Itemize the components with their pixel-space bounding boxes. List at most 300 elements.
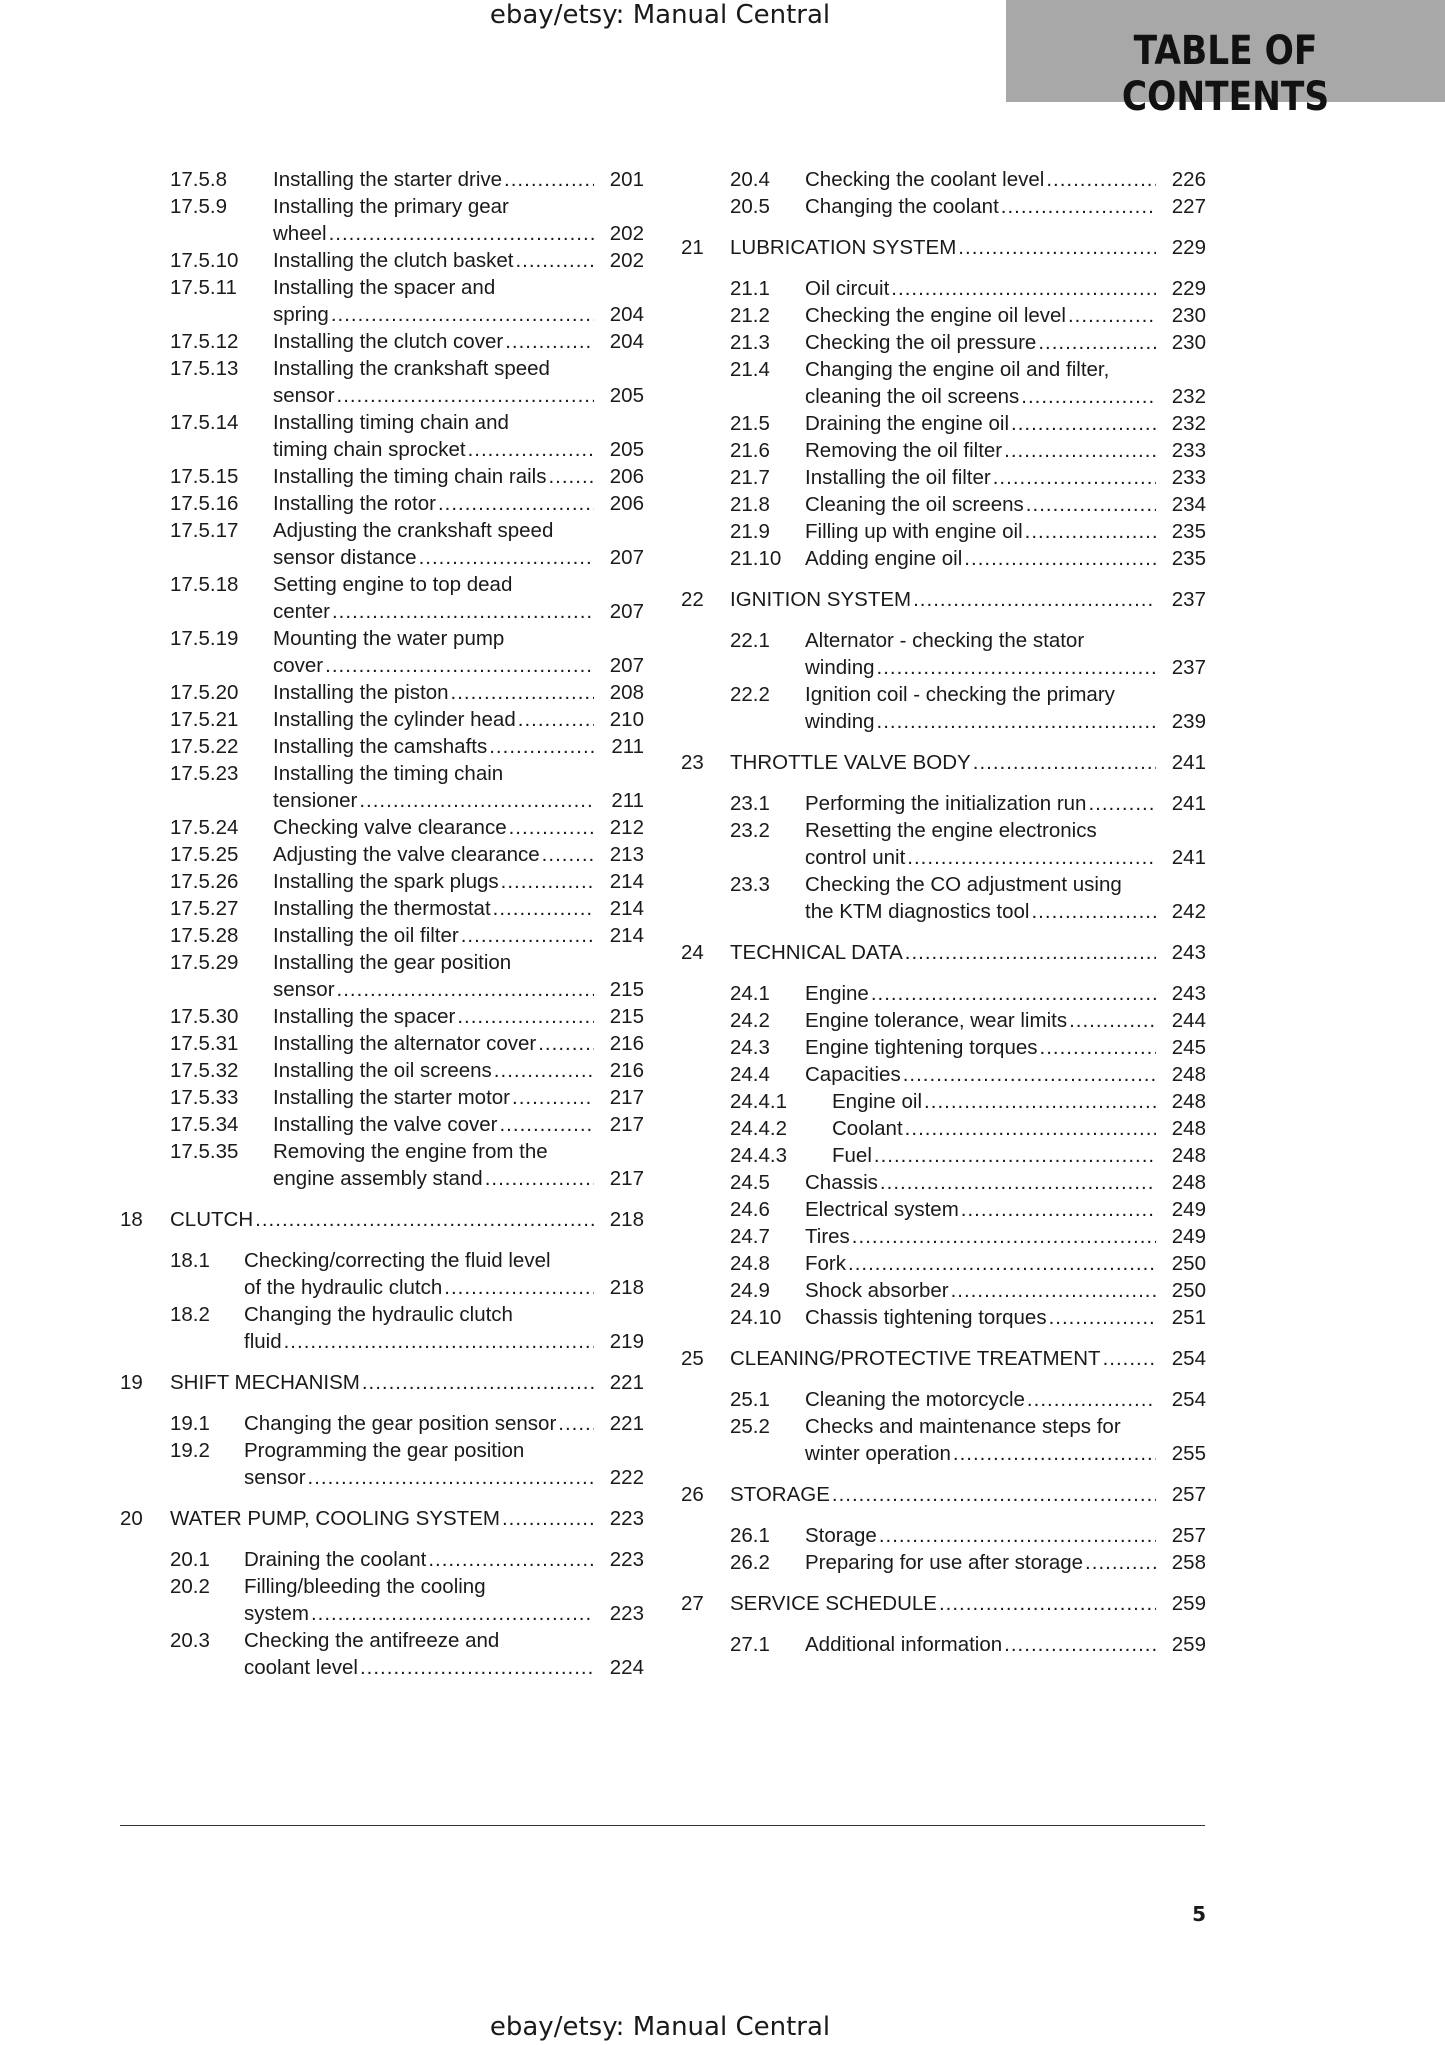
toc-entry-number: 18.1 (170, 1249, 210, 1272)
dot-leader (357, 787, 594, 814)
toc-entry-title-line: center (273, 600, 330, 623)
toc-entry-title-line: CLEANING/PROTECTIVE TREATMENT (730, 1347, 1101, 1370)
toc-entry-body (805, 1549, 1206, 1576)
toc-entry-number: 24.4 (730, 1063, 770, 1086)
toc-entry-page: 229 (1171, 236, 1206, 259)
toc-entry-body (805, 1223, 1206, 1250)
toc-entry-body (730, 1590, 1206, 1617)
toc-entry-last-line (244, 1274, 644, 1301)
toc-entry-body (730, 1345, 1206, 1372)
toc-entry-last-line (805, 844, 1206, 871)
toc-section-entry[interactable] (681, 1481, 1206, 1508)
toc-entry-number: 17.5.10 (170, 249, 239, 272)
toc-entry-page: 229 (1171, 277, 1206, 300)
toc-entry[interactable] (120, 517, 644, 571)
toc-entry[interactable] (120, 625, 644, 679)
toc-entry[interactable] (681, 464, 1206, 491)
toc-entry-body (805, 1631, 1206, 1658)
toc-entry-number: 24.10 (730, 1306, 782, 1329)
toc-entry-number: 17.5.19 (170, 627, 239, 650)
toc-entry-body (273, 625, 644, 679)
toc-entry-title-line: Installing the clutch cover (273, 330, 504, 353)
toc-entry-body (244, 1573, 644, 1627)
toc-entry[interactable] (120, 949, 644, 1003)
dot-leader (875, 654, 1156, 681)
toc-entry-body (805, 980, 1206, 1007)
toc-entry-body (273, 517, 644, 571)
toc-entry-body (805, 1413, 1206, 1467)
toc-entry-title-line: Checking the coolant level (805, 168, 1045, 191)
toc-entry[interactable] (681, 1250, 1206, 1277)
toc-entry-page: 211 (611, 735, 644, 758)
toc-entry-page: 251 (1171, 1306, 1206, 1329)
toc-entry-body (273, 868, 644, 895)
toc-entry[interactable] (681, 1304, 1206, 1331)
toc-entry-number: 17.5.27 (170, 897, 239, 920)
toc-entry[interactable] (120, 1003, 644, 1030)
toc-entry-last-line (805, 518, 1206, 545)
toc-entry[interactable] (120, 1410, 644, 1437)
toc-entry-number: 20.4 (730, 168, 770, 191)
toc-entry-body (244, 1301, 644, 1355)
toc-entry-body (805, 627, 1206, 681)
toc-entry-page: 249 (1171, 1198, 1206, 1221)
toc-entry-title-line: Performing the initialization run (805, 792, 1087, 815)
dot-leader (830, 1481, 1156, 1508)
dot-leader (1086, 790, 1156, 817)
toc-entry-page: 245 (1171, 1036, 1206, 1059)
toc-entry[interactable] (681, 356, 1206, 410)
dot-leader (1002, 437, 1156, 464)
toc-entry-body (805, 464, 1206, 491)
toc-section-entry[interactable] (681, 939, 1206, 966)
toc-entry-page: 234 (1171, 493, 1206, 516)
toc-entry-number: 17.5.30 (170, 1005, 239, 1028)
toc-entry-title-line: Installing the timing chain rails (273, 465, 547, 488)
toc-entry-page: 254 (1171, 1347, 1206, 1370)
dot-leader (1019, 383, 1156, 410)
toc-entry-body (273, 706, 644, 733)
toc-entry[interactable] (120, 706, 644, 733)
toc-entry-page: 204 (609, 303, 644, 326)
toc-entry-number: 17.5.15 (170, 465, 239, 488)
toc-entry-number: 17.5.20 (170, 681, 239, 704)
toc-entry-last-line (730, 586, 1206, 613)
toc-entry-number: 20.5 (730, 195, 770, 218)
toc-entry-body (170, 1369, 644, 1396)
page-number: 5 (1192, 1902, 1206, 1926)
toc-entry-title-line: Installing the crankshaft speed (273, 357, 550, 380)
dot-leader (358, 1654, 594, 1681)
toc-section-entry[interactable] (681, 749, 1206, 776)
dot-leader (951, 1440, 1156, 1467)
toc-entry-body (805, 302, 1206, 329)
toc-entry-last-line (832, 1142, 1206, 1169)
dot-leader (335, 976, 594, 1003)
toc-entry[interactable] (681, 817, 1206, 871)
toc-entry-number: 24.8 (730, 1252, 770, 1275)
toc-entry-last-line (805, 437, 1206, 464)
toc-entry-title-line: Installing the spacer (273, 1005, 456, 1028)
toc-entry[interactable] (681, 1115, 1206, 1142)
toc-entry-page: 223 (609, 1602, 644, 1625)
dot-leader (282, 1328, 594, 1355)
dot-leader (956, 234, 1156, 261)
toc-entry-last-line (273, 490, 644, 517)
toc-entry-title-line: Adjusting the valve clearance (273, 843, 540, 866)
toc-entry-body (832, 1115, 1206, 1142)
toc-entry-number: 26.2 (730, 1551, 770, 1574)
toc-entry-title-line: Storage (805, 1524, 877, 1547)
page-title: TABLE OF CONTENTS (1121, 28, 1330, 120)
toc-entry-title-line: winding (805, 710, 875, 733)
toc-entry-last-line (273, 814, 644, 841)
toc-entry-title-line: Changing the engine oil and filter, (805, 358, 1110, 381)
toc-entry[interactable] (120, 355, 644, 409)
toc-entry-last-line (805, 708, 1206, 735)
toc-entry-last-line (805, 329, 1206, 356)
toc-entry-body (805, 871, 1206, 925)
toc-section-entry[interactable] (120, 1505, 644, 1532)
dot-leader (971, 749, 1156, 776)
toc-entry-last-line (244, 1410, 644, 1437)
toc-entry[interactable] (681, 1169, 1206, 1196)
toc-entry[interactable] (120, 679, 644, 706)
dot-leader (306, 1464, 594, 1491)
toc-entry[interactable] (120, 328, 644, 355)
toc-entry-title-line: IGNITION SYSTEM (730, 588, 912, 611)
dot-leader (491, 895, 594, 922)
toc-entry-last-line (273, 328, 644, 355)
toc-entry[interactable] (681, 1088, 1206, 1115)
toc-entry[interactable] (120, 490, 644, 517)
toc-entry[interactable] (120, 922, 644, 949)
toc-entry-body (273, 1030, 644, 1057)
dot-leader (487, 733, 594, 760)
toc-entry[interactable] (681, 790, 1206, 817)
toc-entry-number: 21.9 (730, 520, 770, 543)
toc-entry-last-line (832, 1115, 1206, 1142)
toc-entry-number: 17.5.9 (170, 195, 227, 218)
dot-leader (536, 1030, 594, 1057)
toc-entry-number: 17.5.23 (170, 762, 239, 785)
toc-entry-number: 22 (681, 588, 704, 611)
dot-leader (507, 814, 594, 841)
toc-entry[interactable] (120, 193, 644, 247)
toc-entry-page: 216 (609, 1059, 644, 1082)
toc-entry[interactable] (120, 247, 644, 274)
toc-entry-page: 243 (1171, 941, 1206, 964)
toc-entry[interactable] (120, 868, 644, 895)
dot-leader (903, 939, 1156, 966)
toc-entry-number: 24.3 (730, 1036, 770, 1059)
toc-entry-body (244, 1627, 644, 1681)
toc-entry-last-line (273, 220, 644, 247)
toc-entry-title-line: Programming the gear position (244, 1439, 525, 1462)
toc-entry[interactable] (681, 193, 1206, 220)
toc-entry-title-line: TECHNICAL DATA (730, 941, 903, 964)
toc-entry[interactable] (120, 166, 644, 193)
toc-entry-page: 235 (1171, 520, 1206, 543)
toc-entry[interactable] (681, 410, 1206, 437)
toc-entry[interactable] (120, 760, 644, 814)
toc-entry-title-line: Installing the valve cover (273, 1113, 498, 1136)
toc-entry[interactable] (120, 274, 644, 328)
toc-entry[interactable] (120, 1111, 644, 1138)
toc-entry-title-line: Checking the CO adjustment using (805, 873, 1122, 896)
toc-entry[interactable] (120, 1030, 644, 1057)
toc-entry-last-line (805, 302, 1206, 329)
toc-entry-page: 232 (1171, 412, 1206, 435)
toc-entry[interactable] (681, 437, 1206, 464)
toc-entry-number: 24.4.3 (730, 1144, 787, 1167)
toc-entry-last-line (805, 1549, 1206, 1576)
toc-entry[interactable] (681, 681, 1206, 735)
toc-entry-title-line: Installing the camshafts (273, 735, 488, 758)
toc-section-entry[interactable] (681, 586, 1206, 613)
toc-entry-title-line: spring (273, 303, 329, 326)
toc-entry-page: 212 (609, 816, 644, 839)
dot-leader (959, 1196, 1156, 1223)
toc-entry-body (273, 274, 644, 328)
toc-entry-number: 23 (681, 751, 704, 774)
toc-entry-body (273, 1084, 644, 1111)
toc-entry-page: 205 (609, 384, 644, 407)
toc-entry[interactable] (120, 1546, 644, 1573)
toc-entry-last-line (805, 1223, 1206, 1250)
toc-section-entry[interactable] (681, 234, 1206, 261)
toc-entry-body (805, 1250, 1206, 1277)
toc-entry-body (730, 234, 1206, 261)
toc-entry-number: 17.5.14 (170, 411, 239, 434)
toc-entry-body (244, 1410, 644, 1437)
toc-entry[interactable] (120, 1057, 644, 1084)
toc-entry-number: 17.5.12 (170, 330, 239, 353)
toc-entry-page: 249 (1171, 1225, 1206, 1248)
toc-entry-last-line (273, 1030, 644, 1057)
dot-leader (442, 1274, 594, 1301)
toc-entry-title-line: THROTTLE VALVE BODY (730, 751, 971, 774)
toc-entry[interactable] (120, 1437, 644, 1491)
toc-entry-title-line: Checking/correcting the fluid level (244, 1249, 551, 1272)
toc-entry-last-line (273, 463, 644, 490)
toc-entry-last-line (805, 545, 1206, 572)
toc-entry[interactable] (681, 166, 1206, 193)
toc-entry[interactable] (681, 1007, 1206, 1034)
toc-entry[interactable] (681, 1034, 1206, 1061)
toc-entry-number: 22.2 (730, 683, 770, 706)
toc-entry[interactable] (681, 302, 1206, 329)
toc-entry-number: 17.5.8 (170, 168, 227, 191)
toc-entry-number: 19.2 (170, 1439, 210, 1462)
toc-entry[interactable] (120, 463, 644, 490)
toc-entry-title-line: Fuel (832, 1144, 872, 1167)
toc-entry-title-line: Adding engine oil (805, 547, 963, 570)
toc-entry[interactable] (681, 980, 1206, 1007)
toc-entry[interactable] (681, 1413, 1206, 1467)
dot-leader (903, 1115, 1156, 1142)
toc-entry-page: 227 (1171, 195, 1206, 218)
toc-entry-number: 17.5.33 (170, 1086, 239, 1109)
toc-entry[interactable] (681, 627, 1206, 681)
toc-entry-page: 217 (609, 1113, 644, 1136)
toc-entry-number: 24.4.2 (730, 1117, 787, 1140)
toc-entry[interactable] (681, 1223, 1206, 1250)
toc-entry[interactable] (681, 518, 1206, 545)
toc-entry-body (273, 949, 644, 1003)
toc-entry-number: 21.3 (730, 331, 770, 354)
toc-entry[interactable] (120, 1084, 644, 1111)
toc-entry-title-line: Electrical system (805, 1198, 959, 1221)
toc-entry-title-line: Filling/bleeding the cooling (244, 1575, 486, 1598)
toc-entry-body (273, 355, 644, 409)
toc-entry-title-line: Fork (805, 1252, 846, 1275)
toc-entry-title-line: Installing the oil filter (273, 924, 459, 947)
toc-entry-last-line (273, 1057, 644, 1084)
toc-entry-page: 223 (609, 1548, 644, 1571)
toc-entry-title-line: timing chain sprocket (273, 438, 466, 461)
toc-entry-page: 235 (1171, 547, 1206, 570)
toc-entry[interactable] (681, 1142, 1206, 1169)
toc-entry-title-line: Oil circuit (805, 277, 890, 300)
toc-entry[interactable] (120, 1573, 644, 1627)
toc-entry-title-line: Shock absorber (805, 1279, 949, 1302)
toc-entry-last-line (273, 544, 644, 571)
toc-entry[interactable] (120, 733, 644, 760)
toc-entry-body (273, 193, 644, 247)
toc-entry-title-line: Changing the coolant (805, 195, 999, 218)
toc-entry-title-line: Installing the timing chain (273, 762, 504, 785)
toc-entry-last-line (273, 166, 644, 193)
toc-entry-title-line: Installing the starter motor (273, 1086, 510, 1109)
toc-entry-page: 233 (1171, 466, 1206, 489)
toc-entry[interactable] (120, 409, 644, 463)
toc-entry-last-line (805, 1250, 1206, 1277)
toc-entry[interactable] (681, 1061, 1206, 1088)
toc-entry-title-line: the KTM diagnostics tool (805, 900, 1030, 923)
dot-leader (1036, 329, 1156, 356)
toc-entry-body (244, 1546, 644, 1573)
toc-entry-title-line: Checking the oil pressure (805, 331, 1037, 354)
dot-leader (999, 193, 1156, 220)
toc-entry-number: 21.4 (730, 358, 770, 381)
toc-entry[interactable] (120, 1301, 644, 1355)
toc-entry-body (805, 817, 1206, 871)
toc-section-entry[interactable] (681, 1590, 1206, 1617)
toc-entry-number: 20.2 (170, 1575, 210, 1598)
dot-leader (872, 1142, 1156, 1169)
dot-leader (327, 220, 594, 247)
toc-entry-body (805, 1386, 1206, 1413)
toc-entry-title-line: engine assembly stand (273, 1167, 483, 1190)
dot-leader (459, 922, 594, 949)
toc-entry-page: 207 (609, 654, 644, 677)
footer-rule (120, 1825, 1205, 1826)
toc-entry-number: 17.5.24 (170, 816, 239, 839)
toc-entry-body (273, 463, 644, 490)
toc-entry[interactable] (681, 871, 1206, 925)
dot-leader (922, 1088, 1156, 1115)
dot-leader (1009, 410, 1156, 437)
toc-entry[interactable] (681, 1196, 1206, 1223)
dot-leader (1047, 1304, 1156, 1331)
toc-entry[interactable] (681, 1277, 1206, 1304)
toc-entry-last-line (805, 193, 1206, 220)
dot-leader (417, 544, 594, 571)
toc-entry[interactable] (120, 841, 644, 868)
toc-section-entry[interactable] (120, 1206, 644, 1233)
toc-section-entry[interactable] (120, 1369, 644, 1396)
toc-entry[interactable] (681, 275, 1206, 302)
toc-entry[interactable] (120, 1627, 644, 1681)
toc-entry-body (805, 1277, 1206, 1304)
toc-entry-page: 205 (609, 438, 644, 461)
toc-entry[interactable] (681, 1631, 1206, 1658)
toc-entry-title-line: Cleaning the oil screens (805, 493, 1024, 516)
toc-entry[interactable] (681, 1386, 1206, 1413)
toc-section-entry[interactable] (681, 1345, 1206, 1372)
dot-leader (991, 464, 1156, 491)
toc-entry-number: 27 (681, 1592, 704, 1615)
toc-entry-last-line (273, 787, 644, 814)
toc-entry-body (805, 356, 1206, 410)
toc-entry-body (805, 275, 1206, 302)
toc-entry-number: 21.2 (730, 304, 770, 327)
dot-leader (360, 1369, 594, 1396)
dot-leader (335, 382, 594, 409)
toc-entry-title-line: Installing the piston (273, 681, 449, 704)
toc-entry-page: 257 (1171, 1524, 1206, 1547)
toc-entry-body (805, 166, 1206, 193)
toc-entry-title-line: Removing the engine from the (273, 1140, 548, 1163)
toc-entry[interactable] (120, 1247, 644, 1301)
toc-entry-body (805, 1196, 1206, 1223)
toc-entry-number: 25 (681, 1347, 704, 1370)
toc-entry[interactable] (681, 1522, 1206, 1549)
toc-entry[interactable] (120, 571, 644, 625)
toc-entry[interactable] (120, 895, 644, 922)
toc-column-left (120, 166, 644, 1681)
toc-entry-title-line: Preparing for use after storage (805, 1551, 1084, 1574)
toc-entry-page: 244 (1171, 1009, 1206, 1032)
toc-entry[interactable] (681, 545, 1206, 572)
toc-entry-number: 23.2 (730, 819, 770, 842)
toc-entry-title-line: Installing the cylinder head (273, 708, 516, 731)
toc-entry-body (273, 760, 644, 814)
toc-entry[interactable] (681, 329, 1206, 356)
toc-entry-number: 24.4.1 (730, 1090, 787, 1113)
dot-leader (436, 490, 594, 517)
toc-entry-last-line (805, 1304, 1206, 1331)
toc-entry-last-line (730, 939, 1206, 966)
toc-entry-title-line: STORAGE (730, 1483, 830, 1506)
toc-entry-body (244, 1437, 644, 1491)
dot-leader (513, 247, 594, 274)
toc-entry-last-line (730, 234, 1206, 261)
toc-entry[interactable] (120, 814, 644, 841)
toc-entry-body (273, 328, 644, 355)
toc-entry-title-line: SERVICE SCHEDULE (730, 1592, 937, 1615)
toc-entry[interactable] (681, 491, 1206, 518)
toc-entry-body (805, 518, 1206, 545)
toc-entry[interactable] (681, 1549, 1206, 1576)
toc-entry-number: 17.5.28 (170, 924, 239, 947)
toc-entry-body (805, 329, 1206, 356)
toc-entry-number: 18.2 (170, 1303, 210, 1326)
toc-entry[interactable] (120, 1138, 644, 1192)
toc-entry-body (832, 1142, 1206, 1169)
toc-entry-title-line: Installing the starter drive (273, 168, 503, 191)
